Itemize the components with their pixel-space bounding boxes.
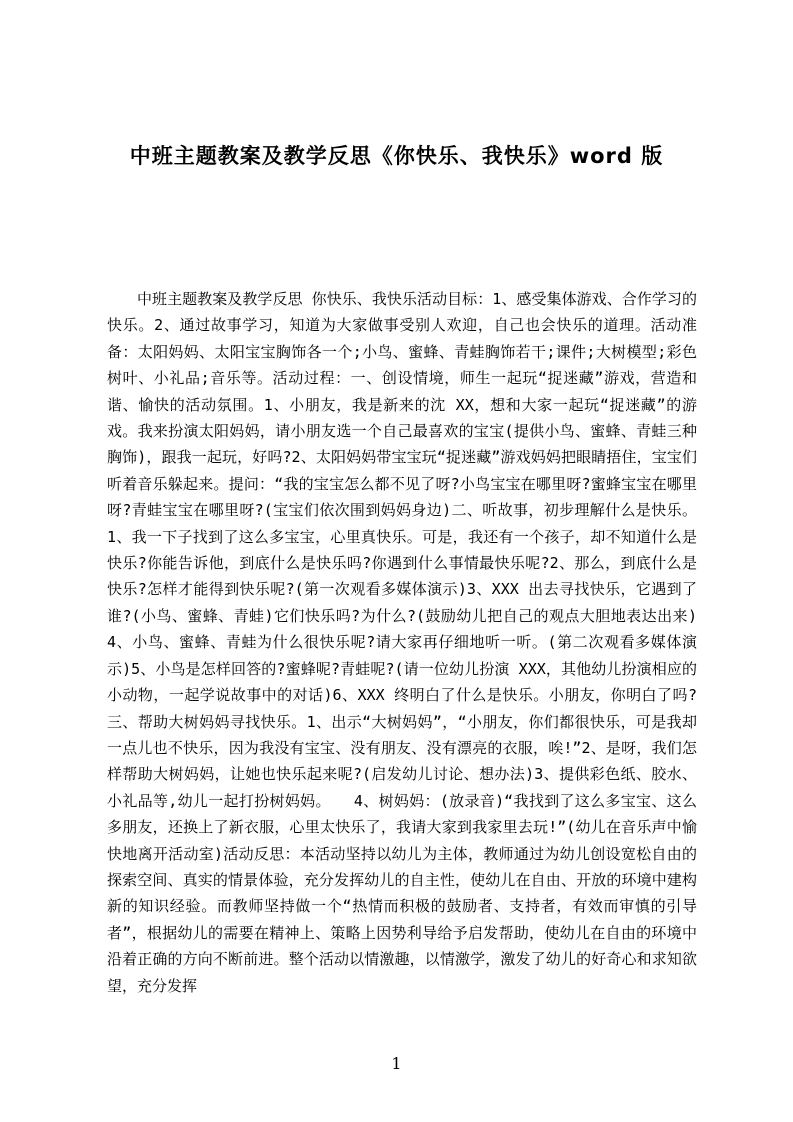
- document-body: 中班主题教案及教学反思 你快乐、我快乐活动目标：1、感受集体游戏、合作学习的快乐。2、通过故事学习，知道为大家做事受别人欢迎，自己也会快乐的道理。活动准备：太阳妈妈、太阳宝宝胸饰各一个;小鸟、蜜蜂、青蛙胸饰若干;课件;大树模型;彩色树叶、小礼品;音乐等。活动过程：一、创设情境，师生一起玩“捉迷藏”游戏，营造和谐、愉快的活动氛围。1、小朋友，我是新来的沈 XX，想和大家一起玩“捉迷藏”的游戏。我来扮演太阳妈妈，请小朋友选一个自己最喜欢的宝宝(提供小鸟、蜜蜂、青蛙三种胸饰)，跟我一起玩，好吗?2、太阳妈妈带宝宝玩“捉迷藏”游戏妈妈把眼睛捂住，宝宝们听着音乐躲起来。提问：“我的宝宝怎么都不见了呀?小鸟宝宝在哪里呀?蜜蜂宝宝在哪里呀?青蛙宝宝在哪里呀?(宝宝们依次围到妈妈身边)二、听故事，初步理解什么是快乐。1、我一下子找到了这么多宝宝，心里真快乐。可是，我还有一个孩子，却不知道什么是快乐?你能告诉他，到底什么是快乐吗?你遇到什么事情最快乐呢?2、那么，到底什么是快乐?怎样才能得到快乐呢?(第一次观看多媒体演示)3、XXX 出去寻找快乐，它遇到了谁?(小鸟、蜜蜂、青蛙)它们快乐吗?为什么?(鼓励幼儿把自己的观点大胆地表达出来)4、小鸟、蜜蜂、青蛙为什么很快乐呢?请大家再仔细地听一听。(第二次观看多媒体演示)5、小鸟是怎样回答的?蜜蜂呢?青蛙呢?(请一位幼儿扮演 XXX，其他幼儿扮演相应的小动物，一起学说故事中的对话)6、XXX 终明白了什么是快乐。小朋友，你明白了吗?三、帮助大树妈妈寻找快乐。1、出示“大树妈妈”，“小朋友，你们都很快乐，可是我却一点儿也不快乐，因为我没有宝宝、没有朋友、没有漂亮的衣服，唉!”2、是呀，我们怎样帮助大树妈妈，让她也快乐起来呢?(启发幼儿讨论、想办法)3、提供彩色纸、胶水、小礼品等,幼儿一起打扮树妈妈。 4、树妈妈：(放录音)“我找到了这么多宝宝、这么多朋友，还换上了新衣服，心里太快乐了，我请大家到我家里去玩!”(幼儿在音乐声中愉快地离开活动室)活动反思：本活动坚持以幼儿为主体，教师通过为幼儿创设宽松自由的探索空间、真实的情景体验，充分发挥幼儿的自主性，使幼儿在自由、开放的环境中建构新的知识经验。而教师坚持做一个“热情而积极的鼓励者、支持者，有效而审慎的引导者”，根据幼儿的需要在精神上、策略上因势利导给予启发帮助，使幼儿在自由的环境中沿着正确的方向不断前进。整个活动以情激趣，以情激学，激发了幼儿的好奇心和求知欲望，充分发挥: [107, 290, 697, 995]
- page-number: 1: [391, 1054, 402, 1073]
- document-title: 中班主题教案及教学反思《你快乐、我快乐》word 版: [129, 144, 664, 168]
